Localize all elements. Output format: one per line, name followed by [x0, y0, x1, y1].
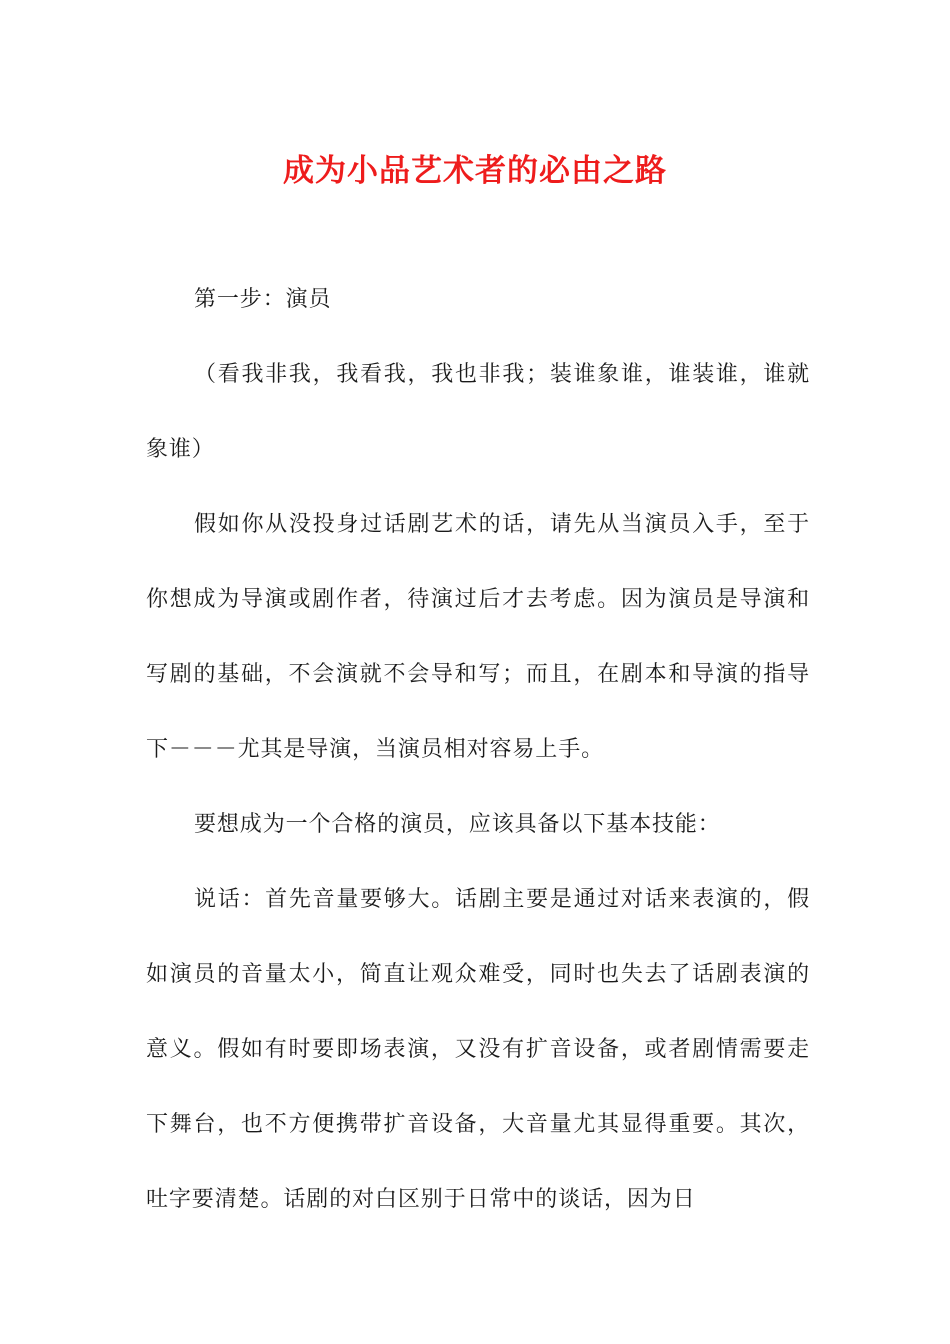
paragraph-speaking: 说话：首先音量要够大。话剧主要是通过对话来表演的，假如演员的音量太小，简直让观众难受，同时也失去了话剧表演的意义。假如有时要即场表演，又没有扩音设备，或者剧情需要走下舞台，也不方便携带扩音设备，大音量尤其显得重要。其次，吐字要清楚。话剧的对白区别于日常中的谈话，因为日: [146, 887, 810, 1212]
document-body: [146, 262, 810, 1237]
document-title: 成为小品艺术者的必由之路: [283, 153, 667, 189]
paragraph-skills: 要想成为一个合格的演员，应该具备以下基本技能：: [194, 812, 721, 837]
paragraph-step-one: 第一步：演员: [194, 287, 332, 312]
paragraph-motto: （看我非我，我看我，我也非我；装谁象谁，谁装谁，谁就象谁）: [146, 362, 810, 462]
paragraph-intro: 假如你从没投身过话剧艺术的话，请先从当演员入手，至于你想成为导演或剧作者，待演过后才去考虑。因为演员是导演和写剧的基础，不会演就不会导和写；而且，在剧本和导演的指导下－－－尤其是导演，当演员相对容易上手。: [146, 512, 810, 762]
